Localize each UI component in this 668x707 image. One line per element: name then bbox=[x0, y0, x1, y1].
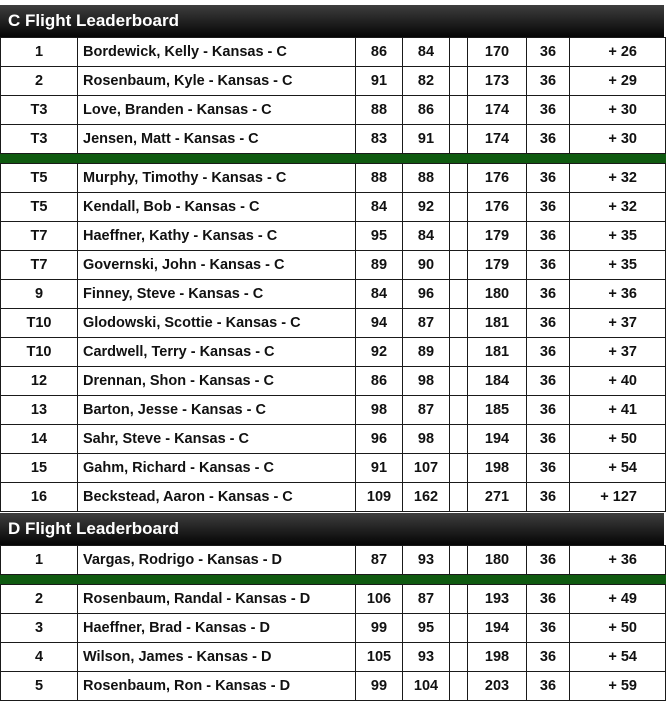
position-cell: T3 bbox=[1, 96, 78, 125]
player-name-cell: Beckstead, Aaron - Kansas - C bbox=[78, 483, 356, 512]
round2-score-cell: 87 bbox=[403, 585, 450, 614]
table-row bbox=[1, 483, 666, 512]
table-row bbox=[1, 367, 666, 396]
to-par-cell: + 49 bbox=[570, 585, 666, 614]
round1-score-cell: 109 bbox=[356, 483, 403, 512]
player-name-cell: Love, Branden - Kansas - C bbox=[78, 96, 356, 125]
player-name-cell: Barton, Jesse - Kansas - C bbox=[78, 396, 356, 425]
table-row bbox=[1, 222, 666, 251]
position-cell: 9 bbox=[1, 280, 78, 309]
table-row bbox=[1, 546, 666, 575]
total-score-cell: 173 bbox=[468, 67, 527, 96]
player-name-cell: Haeffner, Kathy - Kansas - C bbox=[78, 222, 356, 251]
c-flight-leaderboard bbox=[0, 5, 668, 512]
round2-score-cell: 87 bbox=[403, 309, 450, 338]
spacer-cell bbox=[450, 280, 468, 309]
total-score-cell: 185 bbox=[468, 396, 527, 425]
position-cell: 5 bbox=[1, 672, 78, 701]
round2-score-cell: 89 bbox=[403, 338, 450, 367]
spacer-cell bbox=[450, 96, 468, 125]
position-cell: 14 bbox=[1, 425, 78, 454]
table-row bbox=[1, 251, 666, 280]
round1-score-cell: 105 bbox=[356, 643, 403, 672]
round1-score-cell: 95 bbox=[356, 222, 403, 251]
spacer-cell bbox=[450, 67, 468, 96]
round1-score-cell: 91 bbox=[356, 454, 403, 483]
spacer-cell bbox=[450, 164, 468, 193]
round1-score-cell: 91 bbox=[356, 67, 403, 96]
to-par-cell: + 35 bbox=[570, 251, 666, 280]
spacer-cell bbox=[450, 454, 468, 483]
to-par-cell: + 35 bbox=[570, 222, 666, 251]
round2-score-cell: 104 bbox=[403, 672, 450, 701]
table-row bbox=[1, 309, 666, 338]
position-cell: 15 bbox=[1, 454, 78, 483]
table-row bbox=[1, 425, 666, 454]
player-name-cell: Murphy, Timothy - Kansas - C bbox=[78, 164, 356, 193]
to-par-cell: + 26 bbox=[570, 38, 666, 67]
holes-played-cell: 36 bbox=[527, 67, 570, 96]
table-row bbox=[1, 280, 666, 309]
spacer-cell bbox=[450, 309, 468, 338]
position-cell: 2 bbox=[1, 67, 78, 96]
position-cell: 1 bbox=[1, 546, 78, 575]
player-name-cell: Kendall, Bob - Kansas - C bbox=[78, 193, 356, 222]
round2-score-cell: 82 bbox=[403, 67, 450, 96]
total-score-cell: 180 bbox=[468, 546, 527, 575]
table-row bbox=[1, 672, 666, 701]
to-par-cell: + 127 bbox=[570, 483, 666, 512]
total-score-cell: 179 bbox=[468, 222, 527, 251]
round1-score-cell: 87 bbox=[356, 546, 403, 575]
to-par-cell: + 40 bbox=[570, 367, 666, 396]
total-score-cell: 203 bbox=[468, 672, 527, 701]
to-par-cell: + 50 bbox=[570, 614, 666, 643]
total-score-cell: 181 bbox=[468, 309, 527, 338]
total-score-cell: 179 bbox=[468, 251, 527, 280]
round1-score-cell: 106 bbox=[356, 585, 403, 614]
table-row bbox=[1, 585, 666, 614]
position-cell: 1 bbox=[1, 38, 78, 67]
spacer-cell bbox=[450, 338, 468, 367]
spacer-cell bbox=[450, 38, 468, 67]
round2-score-cell: 93 bbox=[403, 546, 450, 575]
round2-score-cell: 107 bbox=[403, 454, 450, 483]
round1-score-cell: 92 bbox=[356, 338, 403, 367]
player-name-cell: Finney, Steve - Kansas - C bbox=[78, 280, 356, 309]
holes-played-cell: 36 bbox=[527, 672, 570, 701]
total-score-cell: 184 bbox=[468, 367, 527, 396]
round2-score-cell: 86 bbox=[403, 96, 450, 125]
round2-score-cell: 84 bbox=[403, 222, 450, 251]
to-par-cell: + 36 bbox=[570, 280, 666, 309]
table-row bbox=[1, 338, 666, 367]
d-flight-leaderboard bbox=[0, 513, 668, 701]
holes-played-cell: 36 bbox=[527, 425, 570, 454]
spacer-cell bbox=[450, 193, 468, 222]
player-name-cell: Jensen, Matt - Kansas - C bbox=[78, 125, 356, 154]
spacer-cell bbox=[450, 222, 468, 251]
total-score-cell: 170 bbox=[468, 38, 527, 67]
holes-played-cell: 36 bbox=[527, 585, 570, 614]
round2-score-cell: 87 bbox=[403, 396, 450, 425]
round2-score-cell: 84 bbox=[403, 38, 450, 67]
spacer-cell bbox=[450, 251, 468, 280]
holes-played-cell: 36 bbox=[527, 338, 570, 367]
player-name-cell: Bordewick, Kelly - Kansas - C bbox=[78, 38, 356, 67]
table-row bbox=[1, 96, 666, 125]
total-score-cell: 194 bbox=[468, 614, 527, 643]
player-name-cell: Drennan, Shon - Kansas - C bbox=[78, 367, 356, 396]
holes-played-cell: 36 bbox=[527, 546, 570, 575]
holes-played-cell: 36 bbox=[527, 164, 570, 193]
player-name-cell: Haeffner, Brad - Kansas - D bbox=[78, 614, 356, 643]
holes-played-cell: 36 bbox=[527, 483, 570, 512]
round1-score-cell: 86 bbox=[356, 38, 403, 67]
round2-score-cell: 93 bbox=[403, 643, 450, 672]
total-score-cell: 176 bbox=[468, 164, 527, 193]
holes-played-cell: 36 bbox=[527, 38, 570, 67]
holes-played-cell: 36 bbox=[527, 309, 570, 338]
total-score-cell: 198 bbox=[468, 454, 527, 483]
round1-score-cell: 96 bbox=[356, 425, 403, 454]
total-score-cell: 174 bbox=[468, 96, 527, 125]
round1-score-cell: 98 bbox=[356, 396, 403, 425]
to-par-cell: + 30 bbox=[570, 96, 666, 125]
round1-score-cell: 94 bbox=[356, 309, 403, 338]
to-par-cell: + 37 bbox=[570, 309, 666, 338]
total-score-cell: 198 bbox=[468, 643, 527, 672]
round1-score-cell: 89 bbox=[356, 251, 403, 280]
spacer-cell bbox=[450, 425, 468, 454]
to-par-cell: + 54 bbox=[570, 454, 666, 483]
player-name-cell: Governski, John - Kansas - C bbox=[78, 251, 356, 280]
to-par-cell: + 41 bbox=[570, 396, 666, 425]
player-name-cell: Gahm, Richard - Kansas - C bbox=[78, 454, 356, 483]
to-par-cell: + 32 bbox=[570, 164, 666, 193]
d-flight-header bbox=[0, 513, 664, 545]
position-cell: 2 bbox=[1, 585, 78, 614]
position-cell: T7 bbox=[1, 222, 78, 251]
round1-score-cell: 83 bbox=[356, 125, 403, 154]
total-score-cell: 180 bbox=[468, 280, 527, 309]
total-score-cell: 181 bbox=[468, 338, 527, 367]
round2-score-cell: 98 bbox=[403, 425, 450, 454]
spacer-cell bbox=[450, 125, 468, 154]
spacer-cell bbox=[450, 643, 468, 672]
to-par-cell: + 59 bbox=[570, 672, 666, 701]
holes-played-cell: 36 bbox=[527, 643, 570, 672]
round2-score-cell: 92 bbox=[403, 193, 450, 222]
spacer-cell bbox=[450, 396, 468, 425]
table-row bbox=[1, 67, 666, 96]
player-name-cell: Wilson, James - Kansas - D bbox=[78, 643, 356, 672]
to-par-cell: + 50 bbox=[570, 425, 666, 454]
round2-score-cell: 95 bbox=[403, 614, 450, 643]
to-par-cell: + 54 bbox=[570, 643, 666, 672]
position-cell: T10 bbox=[1, 338, 78, 367]
table-row bbox=[1, 38, 666, 67]
to-par-cell: + 30 bbox=[570, 125, 666, 154]
to-par-cell: + 29 bbox=[570, 67, 666, 96]
c-flight-table bbox=[0, 37, 666, 512]
holes-played-cell: 36 bbox=[527, 396, 570, 425]
position-cell: 3 bbox=[1, 614, 78, 643]
table-row bbox=[1, 454, 666, 483]
d-flight-title: D Flight Leaderboard bbox=[8, 519, 179, 538]
to-par-cell: + 36 bbox=[570, 546, 666, 575]
c-flight-title: C Flight Leaderboard bbox=[8, 11, 179, 30]
table-row bbox=[1, 614, 666, 643]
holes-played-cell: 36 bbox=[527, 193, 570, 222]
spacer-cell bbox=[450, 367, 468, 396]
holes-played-cell: 36 bbox=[527, 96, 570, 125]
cut-line-divider bbox=[1, 575, 666, 585]
cut-line-bar bbox=[1, 154, 666, 164]
total-score-cell: 194 bbox=[468, 425, 527, 454]
spacer-cell bbox=[450, 585, 468, 614]
total-score-cell: 193 bbox=[468, 585, 527, 614]
table-row bbox=[1, 164, 666, 193]
spacer-cell bbox=[450, 483, 468, 512]
round2-score-cell: 162 bbox=[403, 483, 450, 512]
round1-score-cell: 84 bbox=[356, 280, 403, 309]
player-name-cell: Sahr, Steve - Kansas - C bbox=[78, 425, 356, 454]
player-name-cell: Rosenbaum, Randal - Kansas - D bbox=[78, 585, 356, 614]
position-cell: T5 bbox=[1, 193, 78, 222]
to-par-cell: + 32 bbox=[570, 193, 666, 222]
holes-played-cell: 36 bbox=[527, 280, 570, 309]
total-score-cell: 271 bbox=[468, 483, 527, 512]
player-name-cell: Cardwell, Terry - Kansas - C bbox=[78, 338, 356, 367]
round2-score-cell: 90 bbox=[403, 251, 450, 280]
player-name-cell: Rosenbaum, Kyle - Kansas - C bbox=[78, 67, 356, 96]
position-cell: 12 bbox=[1, 367, 78, 396]
position-cell: T7 bbox=[1, 251, 78, 280]
table-row bbox=[1, 643, 666, 672]
spacer-cell bbox=[450, 614, 468, 643]
position-cell: 13 bbox=[1, 396, 78, 425]
position-cell: 4 bbox=[1, 643, 78, 672]
d-flight-table bbox=[0, 545, 666, 701]
c-flight-header bbox=[0, 5, 664, 37]
table-row bbox=[1, 193, 666, 222]
holes-played-cell: 36 bbox=[527, 222, 570, 251]
table-row bbox=[1, 396, 666, 425]
round2-score-cell: 88 bbox=[403, 164, 450, 193]
holes-played-cell: 36 bbox=[527, 367, 570, 396]
round1-score-cell: 84 bbox=[356, 193, 403, 222]
holes-played-cell: 36 bbox=[527, 251, 570, 280]
round1-score-cell: 99 bbox=[356, 672, 403, 701]
round2-score-cell: 98 bbox=[403, 367, 450, 396]
spacer-cell bbox=[450, 546, 468, 575]
round1-score-cell: 99 bbox=[356, 614, 403, 643]
round1-score-cell: 88 bbox=[356, 96, 403, 125]
spacer-cell bbox=[450, 672, 468, 701]
player-name-cell: Rosenbaum, Ron - Kansas - D bbox=[78, 672, 356, 701]
cut-line-bar bbox=[1, 575, 666, 585]
holes-played-cell: 36 bbox=[527, 614, 570, 643]
position-cell: T5 bbox=[1, 164, 78, 193]
round1-score-cell: 88 bbox=[356, 164, 403, 193]
player-name-cell: Vargas, Rodrigo - Kansas - D bbox=[78, 546, 356, 575]
total-score-cell: 174 bbox=[468, 125, 527, 154]
total-score-cell: 176 bbox=[468, 193, 527, 222]
holes-played-cell: 36 bbox=[527, 454, 570, 483]
round2-score-cell: 96 bbox=[403, 280, 450, 309]
holes-played-cell: 36 bbox=[527, 125, 570, 154]
position-cell: 16 bbox=[1, 483, 78, 512]
player-name-cell: Glodowski, Scottie - Kansas - C bbox=[78, 309, 356, 338]
round1-score-cell: 86 bbox=[356, 367, 403, 396]
to-par-cell: + 37 bbox=[570, 338, 666, 367]
round2-score-cell: 91 bbox=[403, 125, 450, 154]
position-cell: T3 bbox=[1, 125, 78, 154]
table-row bbox=[1, 125, 666, 154]
cut-line-divider bbox=[1, 154, 666, 164]
position-cell: T10 bbox=[1, 309, 78, 338]
